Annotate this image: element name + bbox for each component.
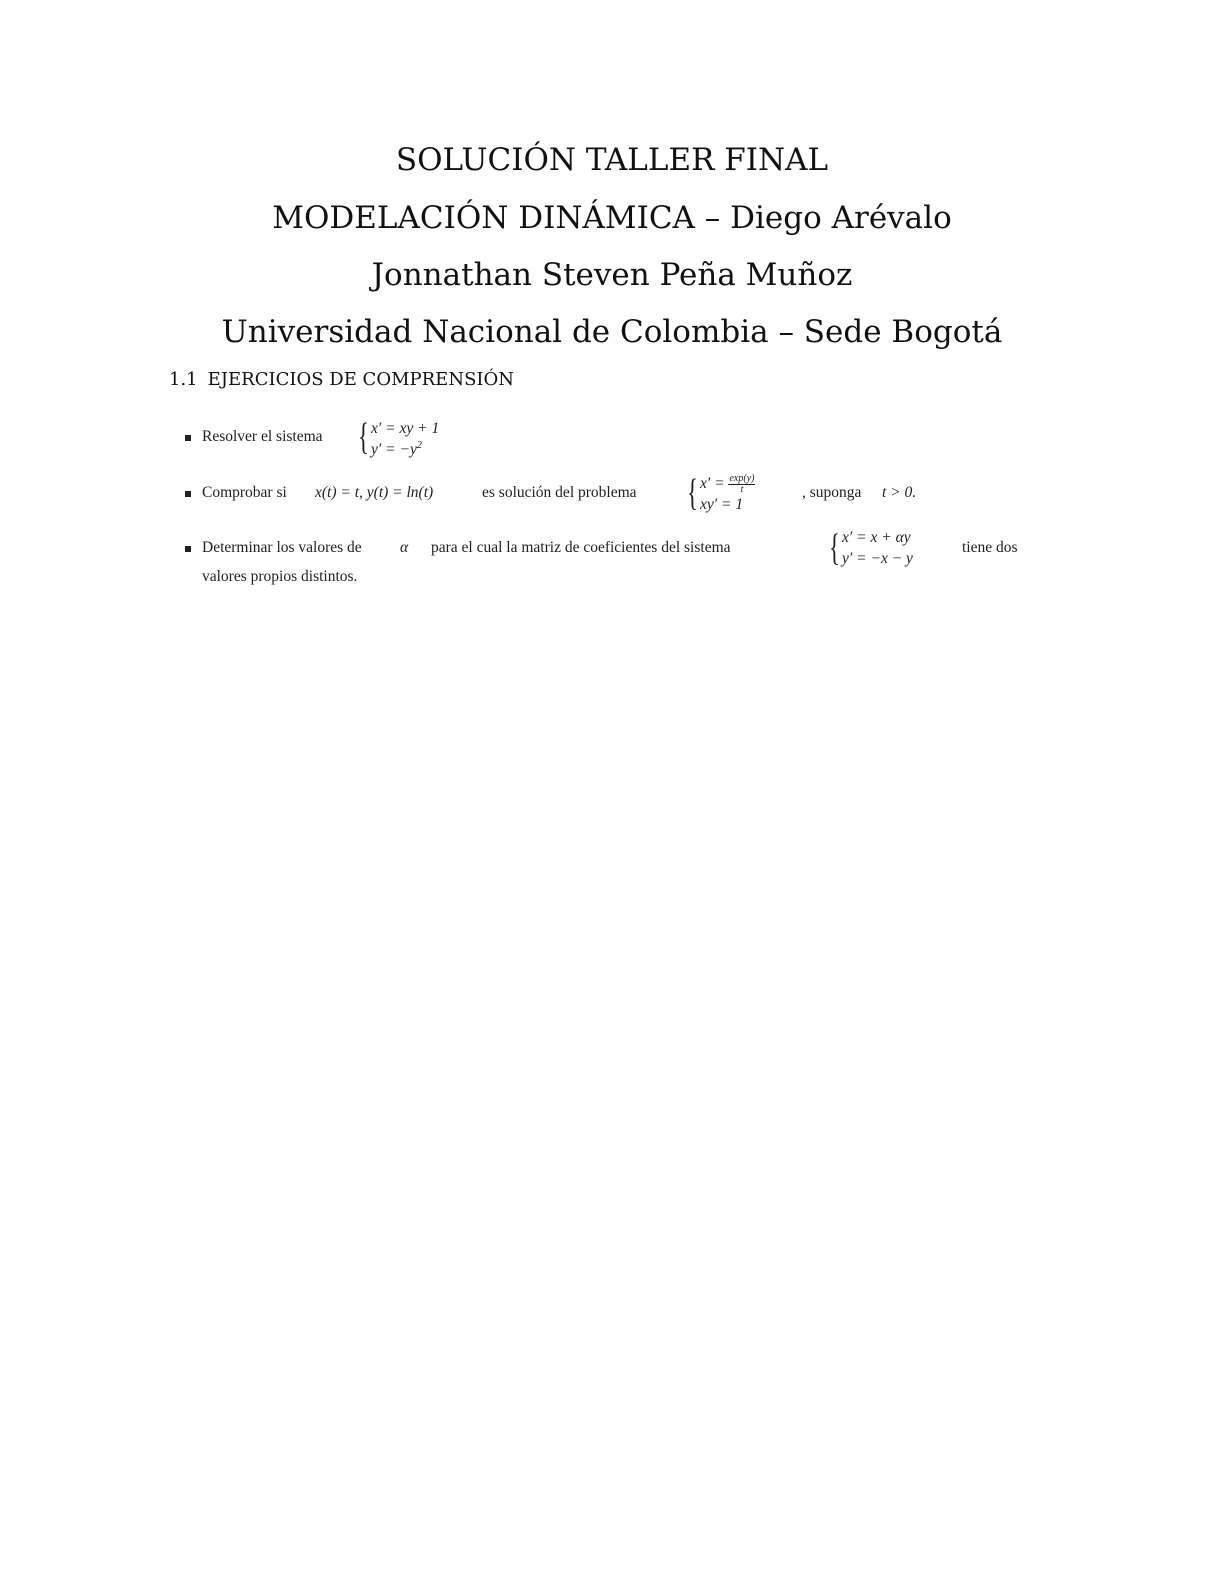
section-title: EJERCICIOS DE COMPRENSIÓN xyxy=(207,369,515,390)
left-brace-icon: { xyxy=(687,472,698,514)
exercise-1-eq2-base: y′ = −y xyxy=(371,441,417,459)
exercise-3-text-mid: para el cual la matriz de coeficientes del sistema xyxy=(431,539,731,556)
exercise-3-eq2: y′ = −x − y xyxy=(842,550,913,567)
exercise-2-text-before: Comprobar si xyxy=(202,484,287,501)
exercise-2-text-after: , suponga xyxy=(802,484,862,501)
exercise-1-eq2 xyxy=(371,440,422,459)
section-number: 1.1 xyxy=(169,369,198,390)
exercise-2-condition: t > 0. xyxy=(882,484,917,501)
exercise-2-inline-math: x(t) = t, y(t) = ln(t) xyxy=(315,484,434,501)
exercise-2-text-mid: es solución del problema xyxy=(482,484,637,501)
fraction-denominator: t xyxy=(740,484,744,495)
exercise-2-eq1-lhs: x′ = xyxy=(700,475,725,493)
bullet-icon xyxy=(185,435,191,441)
university-name: Universidad Nacional de Colombia – Sede Bogotá xyxy=(221,314,1003,350)
exercise-2-eq2: xy′ = 1 xyxy=(700,496,744,513)
bullet-icon xyxy=(185,546,191,552)
course-and-professor: MODELACIÓN DINÁMICA – Diego Arévalo xyxy=(272,200,952,236)
exercise-3-text-after: tiene dos xyxy=(962,539,1018,556)
exercise-2-fraction xyxy=(728,474,755,495)
exercise-3-text-line2: valores propios distintos. xyxy=(202,568,358,585)
left-brace-icon: { xyxy=(829,527,840,569)
section-heading xyxy=(169,369,514,390)
exercise-3-eq1: x′ = x + αy xyxy=(842,529,911,546)
exercise-3-text-before: Determinar los valores de xyxy=(202,539,362,556)
fraction-numerator: exp(y) xyxy=(729,473,755,484)
author-name: Jonnathan Steven Peña Muñoz xyxy=(371,257,853,293)
bullet-icon xyxy=(185,491,191,497)
exercise-1-text: Resolver el sistema xyxy=(202,428,323,445)
left-brace-icon: { xyxy=(358,416,369,458)
exercise-3-alpha: α xyxy=(400,539,409,556)
exercise-1-eq2-exponent: 2 xyxy=(416,440,422,451)
document-title: SOLUCIÓN TALLER FINAL xyxy=(395,142,829,178)
exercise-2-eq1 xyxy=(700,474,755,495)
exercise-1-eq1: x′ = xy + 1 xyxy=(371,420,440,437)
